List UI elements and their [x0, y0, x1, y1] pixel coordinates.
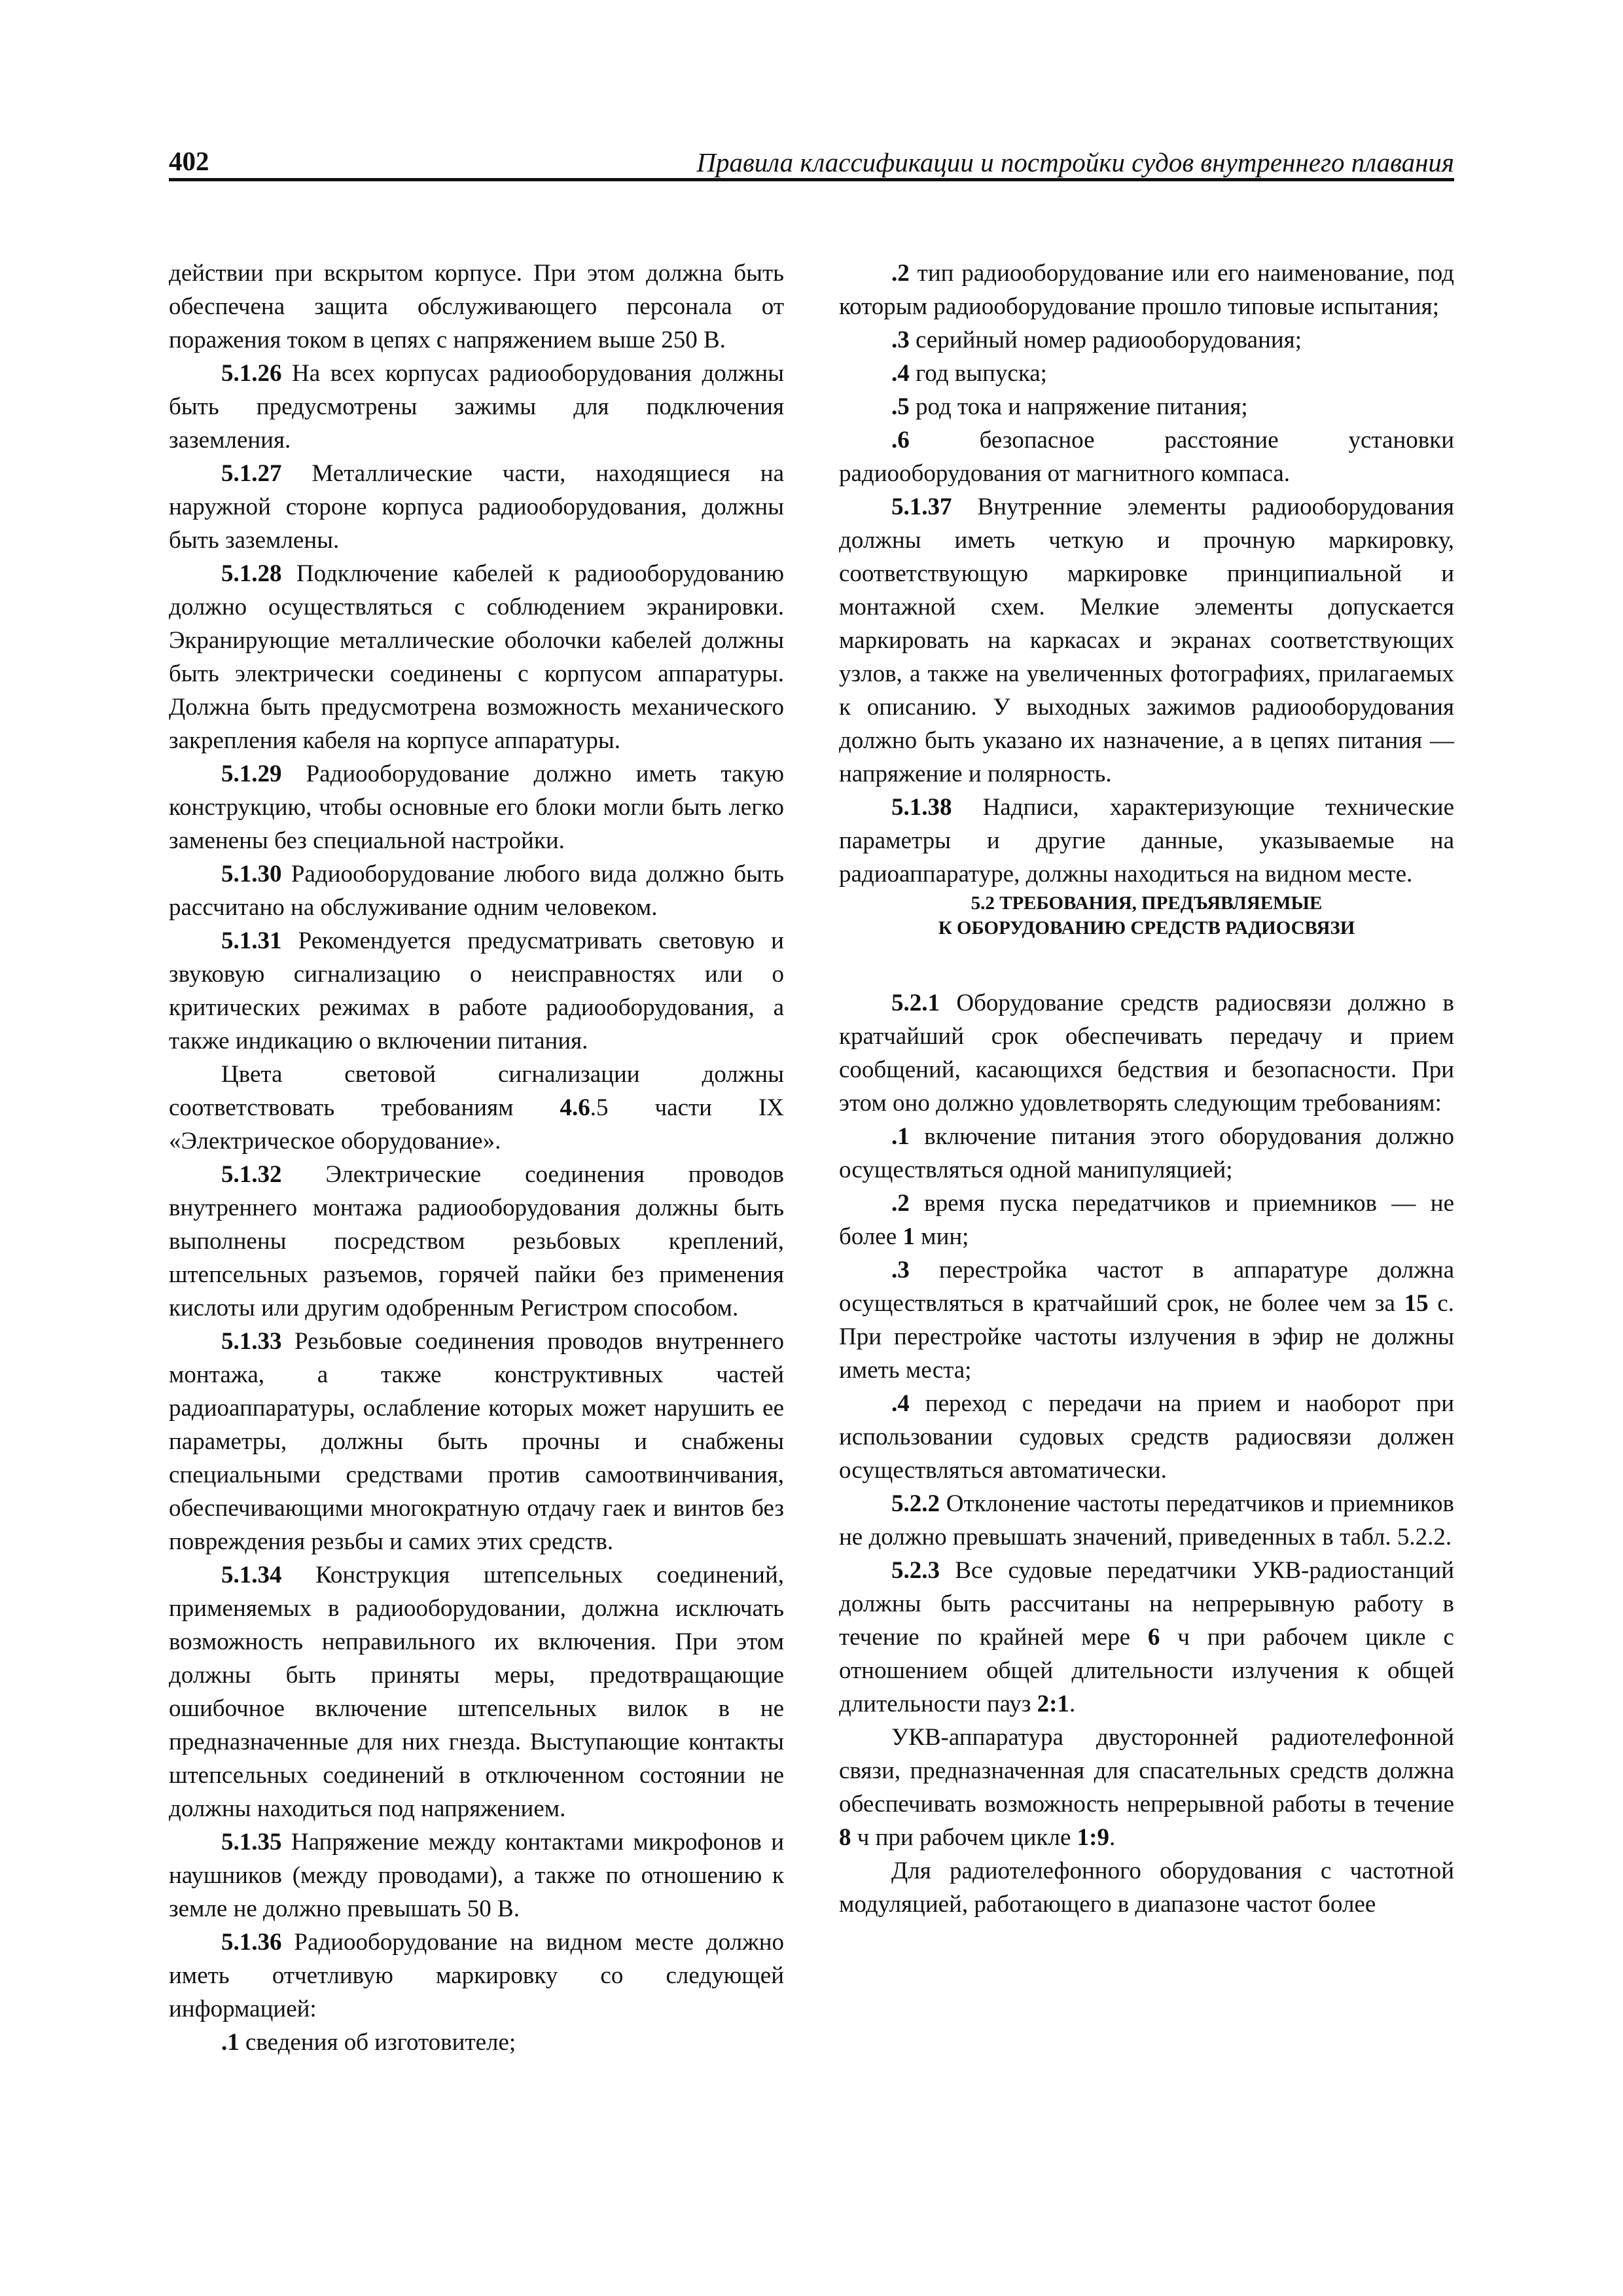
- clause-number: 5.1.31: [221, 927, 282, 954]
- running-title: Правила классификации и постройки судов внутреннего плавания: [696, 147, 1454, 177]
- clause-number: 5.1.37: [891, 493, 952, 520]
- clause-number: 5.1.33: [221, 1328, 282, 1355]
- clause-number: 5.1.36: [221, 1929, 282, 1956]
- item-number: .2: [891, 1190, 910, 1217]
- paragraph-5-1-35: 5.1.35 Напряжение между контактами микрофонов и наушников (между проводами), а также по отношению к земле не должно превышать 50 В.: [169, 1829, 784, 1922]
- section-title: 5.2 ТРЕБОВАНИЯ, ПРЕДЪЯВЛЯЕМЫЕ К ОБОРУДОВАНИЮ СРЕДСТВ РАДИОСВЯЗИ: [938, 893, 1355, 939]
- list-item-2: .2 время пуска передатчиков и приемников — не более 1 мин;: [839, 1190, 1454, 1250]
- clause-number: 5.1.28: [221, 560, 282, 587]
- clause-number: 5.1.27: [221, 460, 282, 487]
- clause-number: 5.1.30: [221, 861, 282, 888]
- paragraph-5-2-3: 5.2.3 Все судовые передатчики УКВ-радиостанций должны быть рассчитаны на непрерывную работу в течение по крайней мере 6 ч при рабочем цикле с отношением общей длительности излучения к общей длительности пауз 2:1.: [839, 1557, 1454, 1717]
- left-column: [169, 257, 784, 2059]
- paragraph-signal-colors: Цвета световой сигнализации должны соответствовать требованиям 4.6.5 части IX «Электрическое оборудование».: [169, 1061, 785, 1155]
- paragraph-5-1-30: 5.1.30 Радиооборудование любого вида должно быть рассчитано на обслуживание одним человеком.: [169, 861, 784, 921]
- item-number: .3: [891, 327, 910, 353]
- paragraph-vhf: УКВ-аппаратура двусторонней радиотелефонной связи, предназначенная для спасательных средств должна обеспечивать возможность непрерывной работы в течение 8 ч при рабочем цикле 1:9.: [839, 1724, 1454, 1851]
- clause-number: 5.1.32: [221, 1161, 282, 1188]
- item-number: .2: [891, 260, 910, 287]
- paragraph-5-1-29: 5.1.29 Радиооборудование должно иметь такую конструкцию, чтобы основные его блоки могли быть легко заменены без специальной настройки.: [169, 761, 784, 854]
- clause-number: 5.2.3: [891, 1557, 940, 1584]
- clause-number: 5.2.2: [891, 1490, 940, 1517]
- header-rule: [169, 178, 1454, 181]
- item-number: .1: [221, 2029, 240, 2056]
- list-item-5: .5 род тока и напряжение питания;: [891, 393, 1248, 420]
- clause-number: 5.1.35: [221, 1829, 282, 1856]
- paragraph-fm: Для радиотелефонного оборудования с частотной модуляцией, работающего в диапазоне частот более: [839, 1857, 1454, 1918]
- page-number: 402: [169, 146, 209, 176]
- paragraph-5-1-37: 5.1.37 Внутренние элементы радиооборудования должны иметь четкую и прочную маркировку, соответствующую маркировке принципиальной и монтажной схем. Мелкие элементы допускается маркировать на каркасах и экранах соответствующих узлов, а также на увеличенных фотографиях, прилагаемых к описанию. У выходных зажимов радиооборудования должно быть указано их назначение, а в цепях питания — напряжение и полярность.: [839, 493, 1454, 787]
- paragraph-5-2-1: 5.2.1 Оборудование средств радиосвязи должно в кратчайший срок обеспечивать передачу и прием сообщений, касающихся бедствия и безопасности. При этом оно должно удовлетворять следующим требованиям:: [839, 990, 1454, 1117]
- clause-number: 5.1.34: [221, 1562, 282, 1588]
- clause-number: 5.1.26: [221, 360, 282, 387]
- paragraph-5-1-33: 5.1.33 Резьбовые соединения проводов внутреннего монтажа, а также конструктивных частей радиоаппаратуры, ослабление которых может нарушить ее параметры, должны быть прочны и снабжены специальными средствами против самоотвинчивания, обеспечивающими многократную отдачу гаек и винтов без повреждения резьбы и самих этих средств.: [169, 1328, 784, 1555]
- paragraph-5-1-27: 5.1.27 Металлические части, находящиеся на наружной стороне корпуса радиооборудования, должны быть заземлены.: [169, 460, 784, 554]
- right-column: [839, 257, 1454, 1921]
- paragraph-5-1-31: 5.1.31 Рекомендуется предусматривать световую и звуковую сигнализацию о неисправностях или о критических режимах в работе радиооборудования, а также индикацию о включении питания.: [169, 927, 784, 1054]
- clause-number: 5.2.1: [891, 990, 940, 1016]
- paragraph-5-2-2: 5.2.2 Отклонение частоты передатчиков и приемников не должно превышать значений, приведенных в табл. 5.2.2.: [839, 1490, 1454, 1551]
- paragraph-5-1-28: 5.1.28 Подключение кабелей к радиооборудованию должно осуществляться с соблюдением экранировки. Экранирующие металлические оболочки кабелей должны быть электрически соединены с корпусом аппаратуры. Должна быть предусмотрена возможность механического закрепления кабеля на корпусе аппаратуры.: [169, 560, 784, 754]
- paragraph-5-1-34: 5.1.34 Конструкция штепсельных соединений, применяемых в радиооборудовании, должна исключать возможность неправильного их включения. При этом должны быть приняты меры, предотвращающие ошибочное включение штепсельных вилок в не предназначенные для них гнезда. Выступающие контакты штепсельных соединений в отключенном состоянии не должны находиться под напряжением.: [169, 1562, 784, 1822]
- item-number: .3: [891, 1257, 910, 1283]
- list-item-1: .1 сведения об изготовителе;: [221, 2029, 516, 2056]
- reference: 4.6: [560, 1094, 590, 1121]
- list-item-2: .2 тип радиооборудование или его наименование, под которым радиооборудование прошло типовые испытания;: [839, 260, 1454, 320]
- paragraph-5-1-26: 5.1.26 На всех корпусах радиооборудования должны быть предусмотрены зажимы для подключения заземления.: [169, 360, 784, 454]
- list-item-3: .3 серийный номер радиооборудования;: [891, 327, 1302, 353]
- paragraph-5-1-38: 5.1.38 Надписи, характеризующие технические параметры и другие данные, указываемые на радиоаппаратуре, должны находиться на видном месте.: [839, 794, 1454, 888]
- item-number: .1: [891, 1123, 910, 1150]
- list-item-4: .4 год выпуска;: [891, 360, 1047, 387]
- paragraph-5-1-36: 5.1.36 Радиооборудование на видном месте должно иметь отчетливую маркировку со следующей информацией:: [169, 1929, 784, 2022]
- paragraph-5-1-32: 5.1.32 Электрические соединения проводов внутреннего монтажа радиооборудования должны быть выполнены посредством резьбовых креплений, штепсельных разъемов, горячей пайки без применения кислоты или другим одобренным Регистром способом.: [169, 1161, 784, 1321]
- clause-number: 5.1.29: [221, 761, 282, 787]
- list-item-1: .1 включение питания этого оборудования должно осуществляться одной манипуляцией;: [839, 1123, 1454, 1183]
- item-number: .4: [891, 1390, 910, 1417]
- item-number: .4: [891, 360, 910, 387]
- item-number: .5: [891, 393, 910, 420]
- list-item-3: .3 перестройка частот в аппаратуре должна осуществляться в кратчайший срок, не более чем за 15 с. При перестройке частоты излучения в эфир не должны иметь места;: [839, 1257, 1454, 1384]
- list-item-6: .6 безопасное расстояние установки радиооборудования от магнитного компаса.: [839, 427, 1454, 487]
- paragraph: действии при вскрытом корпусе. При этом должна быть обеспечена защита обслуживающего персонала от поражения током в цепях с напряжением выше 250 В.: [169, 260, 784, 353]
- item-number: .6: [891, 427, 910, 454]
- list-item-4: .4 переход с передачи на прием и наоборот при использовании судовых средств радиосвязи должен осуществляться автоматически.: [839, 1390, 1454, 1484]
- clause-number: 5.1.38: [891, 794, 952, 821]
